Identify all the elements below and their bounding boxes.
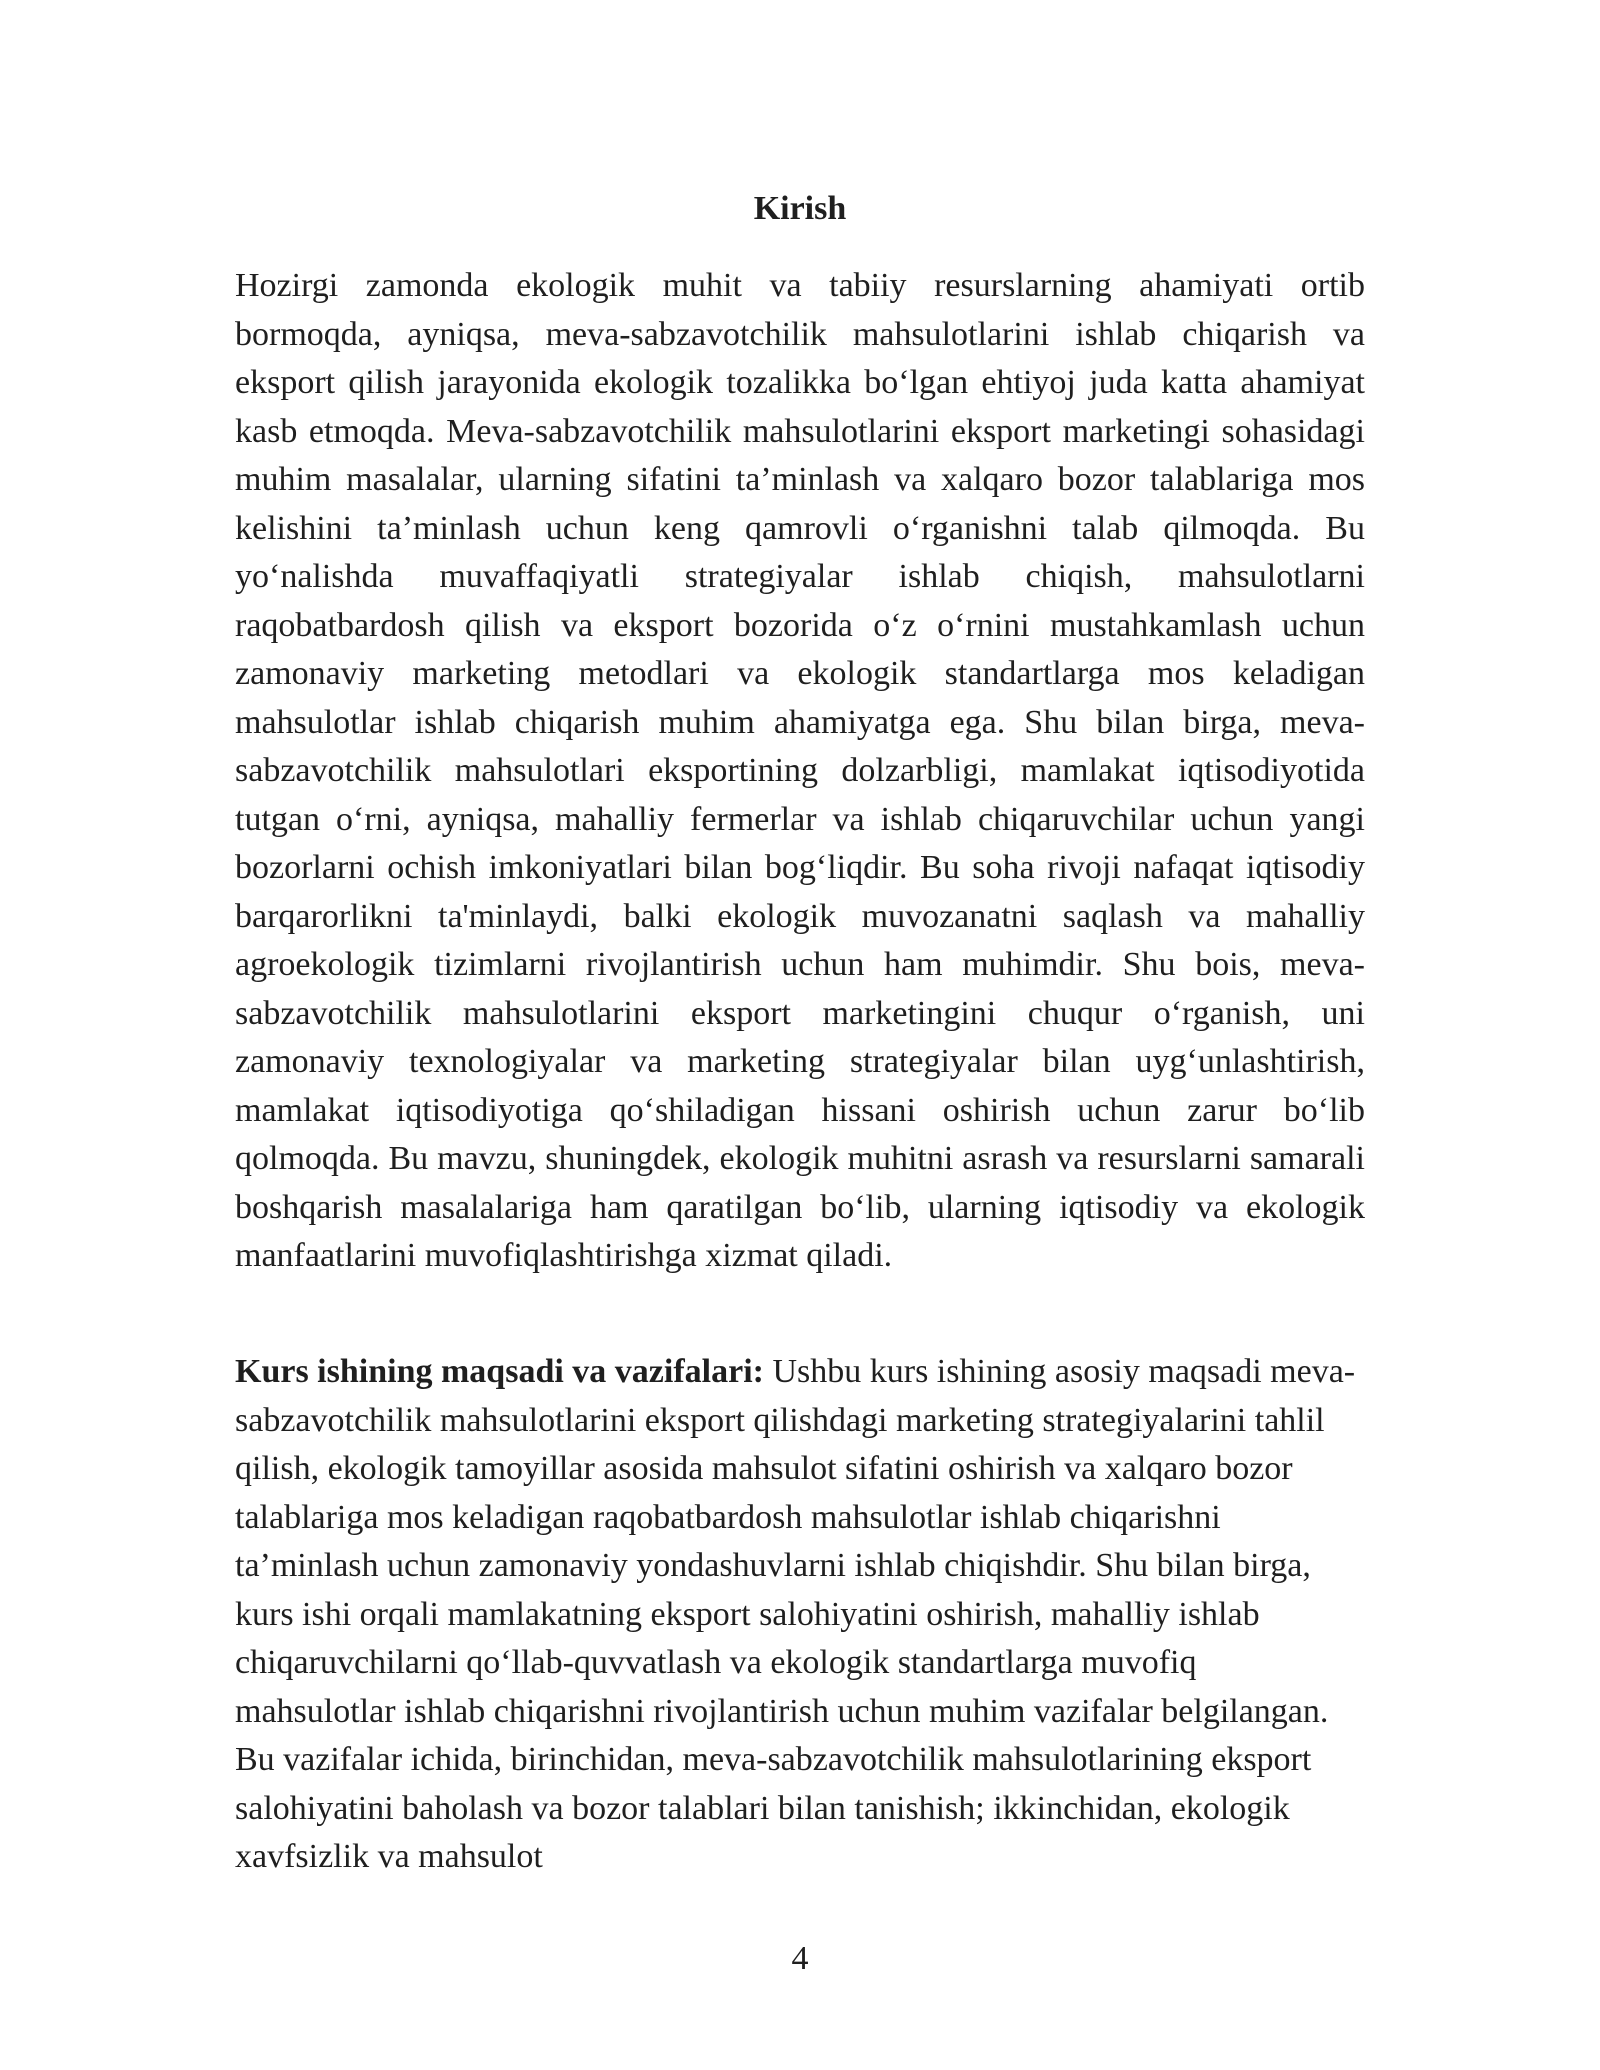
goals-heading: Kurs ishining maqsadi va vazifalari: bbox=[235, 1353, 764, 1390]
goals-body: Ushbu kurs ishining asosiy maqsadi meva-sabzavotchilik mahsulotlarini eksport qilishdagi marketing strategiyalarini tahlil qilish, ekologik tamoyillar asosida mahsulot sifatini oshirish va xalqaro bozor talablariga mos keladigan raqobatbardosh mahsulotlar ishlab chiqarishni ta’minlash uchun zamonaviy yondashuvlarni ishlab chiqishdir. Shu bilan birga, kurs ishi orqali mamlakatning eksport salohiyatini oshirish, mahalliy ishlab chiqaruvchilarni qo‘llab-quvvatlash va ekologik standartlarga muvofiq mahsulotlar ishlab chiqarishni rivojlantirish uchun muhim vazifalar belgilangan. Bu vazifalar ichida, birinchidan, meva-sabzavotchilik mahsulotlarining eksport salohiyatini baholash va bozor talablari bilan tanishish; ikkinchidan, ekologik xavfsizlik va mahsulot bbox=[235, 1353, 1356, 1875]
page-number: 4 bbox=[791, 1940, 809, 1977]
goals-paragraph bbox=[235, 1348, 1365, 1882]
section-title: Kirish bbox=[753, 190, 847, 227]
intro-paragraph: Hozirgi zamonda ekologik muhit va tabiiy resurslarning ahamiyati ortib bormoqda, ayniqsa, meva-sabzavotchilik mahsulotlarini ishlab chiqarish va eksport qilish jarayonida ekologik tozalikka bo‘lgan ehtiyoj juda katta ahamiyat kasb etmoqda. Meva-sabzavotchilik mahsulotlarini eksport marketingi sohasidagi muhim masalalar, ularning sifatini ta’minlash va xalqaro bozor talablariga mos kelishini ta’minlash uchun keng qamrovli o‘rganishni talab qilmoqda. Bu yo‘nalishda muvaffaqiyatli strategiyalar ishlab chiqish, mahsulotlarni raqobatbardosh qilish va eksport bozorida o‘z o‘rnini mustahkamlash uchun zamonaviy marketing metodlari va ekologik standartlarga mos keladigan mahsulotlar ishlab chiqarish muhim ahamiyatga ega. Shu bilan birga, meva-sabzavotchilik mahsulotlari eksportining dolzarbligi, mamlakat iqtisodiyotida tutgan o‘rni, ayniqsa, mahalliy fermerlar va ishlab chiqaruvchilar uchun yangi bozorlarni ochish imkoniyatlari bilan bog‘liqdir. Bu soha rivoji nafaqat iqtisodiy barqarorlikni ta'minlaydi, balki ekologik muvozanatni saqlash va mahalliy agroekologik tizimlarni rivojlantirish uchun ham muhimdir. Shu bois, meva-sabzavotchilik mahsulotlarini eksport marketingini chuqur o‘rganish, uni zamonaviy texnologiyalar va marketing strategiyalar bilan uyg‘unlashtirish, mamlakat iqtisodiyotiga qo‘shiladigan hissani oshirish uchun zarur bo‘lib qolmoqda. Bu mavzu, shuningdek, ekologik muhitni asrash va resurslarni samarali boshqarish masalalariga ham qaratilgan bo‘lib, ularning iqtisodiy va ekologik manfaatlarini muvofiqlashtirishga xizmat qiladi. bbox=[235, 267, 1365, 1274]
